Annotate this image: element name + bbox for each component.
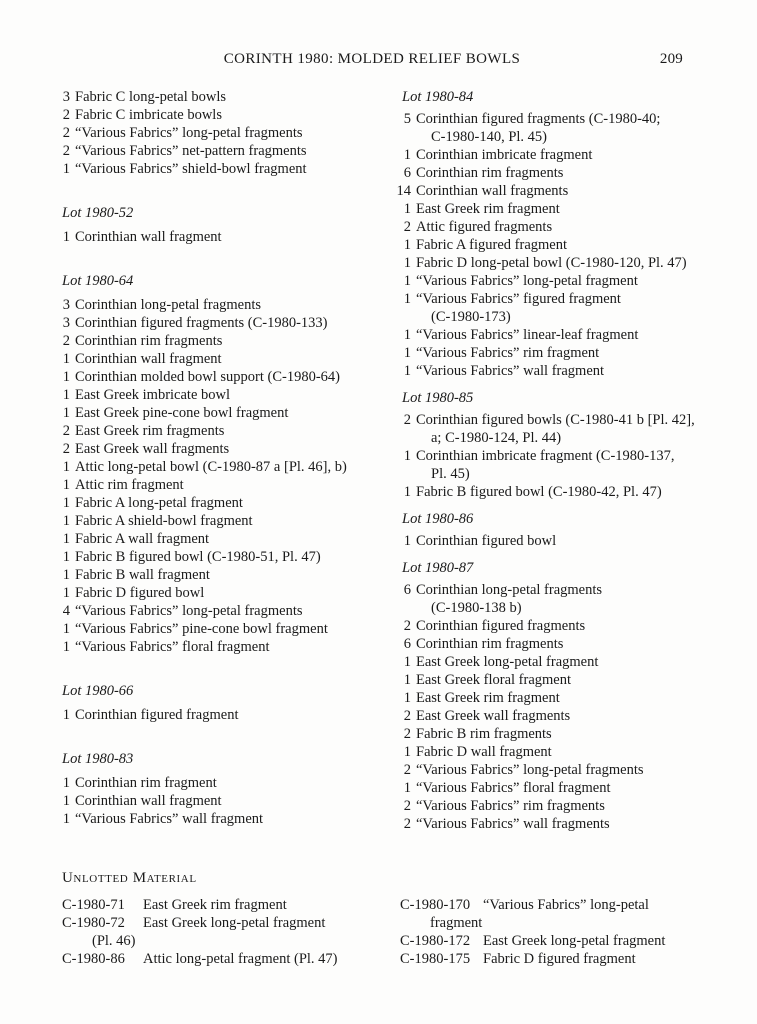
list-item <box>392 272 723 290</box>
item-quantity: 1 <box>62 531 70 547</box>
item-text <box>75 314 327 332</box>
item-line: Fabric A long-petal fragment <box>75 495 243 511</box>
item-quantity: 1 <box>403 291 411 307</box>
catalog-line: East Greek long-petal fragment <box>143 915 326 931</box>
list-item <box>51 386 392 404</box>
item-quantity: 3 <box>62 89 70 105</box>
item-line: Corinthian figured fragments <box>416 618 586 634</box>
item-quantity: 1 <box>62 567 70 583</box>
list-item <box>392 532 723 550</box>
item-quantity: 1 <box>403 255 411 271</box>
item-line: Corinthian figured fragments (C-1980-40; <box>416 111 661 127</box>
item-line: East Greek rim fragments <box>75 423 225 439</box>
list-item <box>51 584 392 602</box>
item-text <box>75 566 210 584</box>
item-line: “Various Fabrics” long-petal fragments <box>75 603 303 619</box>
item-line: Corinthian figured bowls (C-1980-41 b [Pl. 42], <box>416 412 695 428</box>
list-item <box>51 88 392 106</box>
item-line: Corinthian long-petal fragments <box>75 297 262 313</box>
item-line: Corinthian wall fragment <box>75 351 222 367</box>
item-line: “Various Fabrics” rim fragment <box>416 345 600 361</box>
list-item <box>392 815 723 833</box>
lot-heading: Lot 1980-66 <box>62 683 134 699</box>
item-text <box>75 792 222 810</box>
item-quantity: 1 <box>62 775 70 791</box>
item-quantity: 1 <box>62 477 70 493</box>
item-quantity: 1 <box>62 405 70 421</box>
item-line: (C-1980-173) <box>431 309 511 325</box>
list-item <box>51 476 392 494</box>
item-text <box>416 218 552 236</box>
item-text <box>416 761 644 779</box>
catalog-line: East Greek rim fragment <box>143 897 287 913</box>
page-header <box>51 50 723 68</box>
item-quantity: 4 <box>62 603 70 619</box>
item-quantity: 1 <box>403 672 411 688</box>
item-line: “Various Fabrics” wall fragment <box>75 811 264 827</box>
item-text <box>416 815 610 833</box>
item-text <box>416 447 675 483</box>
item-text <box>75 296 261 314</box>
catalog-line: “Various Fabrics” long-petal <box>483 897 649 913</box>
item-quantity: 1 <box>403 533 411 549</box>
left-column <box>51 88 392 828</box>
item-text <box>75 530 209 548</box>
item-line: “Various Fabrics” net-pattern fragments <box>75 143 307 159</box>
catalog-number: C-1980-170 <box>400 897 471 913</box>
item-line: Corinthian wall fragment <box>75 229 222 245</box>
list-item <box>51 160 392 178</box>
list-item <box>392 218 723 236</box>
item-line: East Greek wall fragments <box>416 708 571 724</box>
catalog-entry <box>400 932 723 950</box>
item-text <box>416 617 585 635</box>
item-text <box>416 326 638 344</box>
item-quantity: 3 <box>62 315 70 331</box>
list-item <box>51 530 392 548</box>
item-quantity: 1 <box>62 707 70 723</box>
item-quantity: 2 <box>403 726 411 742</box>
lot-list-columns <box>51 88 723 833</box>
lot-section <box>392 389 723 501</box>
list-item <box>51 620 392 638</box>
item-line: “Various Fabrics” long-petal fragment <box>416 273 638 289</box>
item-quantity: 1 <box>403 690 411 706</box>
item-line: Fabric C imbricate bowls <box>75 107 222 123</box>
item-text <box>75 124 303 142</box>
catalog-line: Attic long-petal fragment (Pl. 47) <box>143 951 338 967</box>
item-line: Corinthian rim fragment <box>75 775 217 791</box>
item-line: East Greek floral fragment <box>416 672 571 688</box>
item-text <box>75 584 204 602</box>
list-item <box>51 548 392 566</box>
item-quantity: 2 <box>403 762 411 778</box>
item-text <box>416 110 660 146</box>
lot-section <box>51 682 392 724</box>
list-item <box>51 638 392 656</box>
lot-section <box>392 88 723 380</box>
list-item <box>51 332 392 350</box>
item-text <box>75 332 222 350</box>
list-item <box>51 810 392 828</box>
item-line: “Various Fabrics” floral fragment <box>75 639 270 655</box>
item-text <box>416 164 563 182</box>
item-text <box>75 638 269 656</box>
item-quantity: 1 <box>403 345 411 361</box>
item-line: Pl. 45) <box>431 466 470 482</box>
list-item <box>392 326 723 344</box>
list-item <box>51 792 392 810</box>
catalog-entry <box>62 914 392 950</box>
list-item <box>51 106 392 124</box>
item-line: Attic long-petal bowl (C-1980-87 a [Pl. 46], b) <box>75 459 347 475</box>
item-line: “Various Fabrics” long-petal fragments <box>416 762 644 778</box>
item-quantity: 2 <box>62 107 70 123</box>
list-item <box>51 458 392 476</box>
list-item <box>392 653 723 671</box>
catalog-line: fragment <box>430 915 483 931</box>
item-line: Fabric D long-petal bowl (C-1980-120, Pl. 47) <box>416 255 687 271</box>
list-item <box>392 707 723 725</box>
item-text <box>75 706 238 724</box>
list-item <box>392 254 723 272</box>
item-line: Attic figured fragments <box>416 219 553 235</box>
right-column <box>392 88 723 833</box>
item-text <box>75 160 307 178</box>
item-line: Fabric B wall fragment <box>75 567 210 583</box>
list-item <box>51 566 392 584</box>
unlotted-left-column <box>51 896 392 968</box>
item-line: a; C-1980-124, Pl. 44) <box>431 430 562 446</box>
item-line: Corinthian rim fragments <box>75 333 223 349</box>
catalog-description <box>483 932 665 950</box>
item-text <box>75 512 253 530</box>
item-line: “Various Fabrics” long-petal fragments <box>75 125 303 141</box>
item-quantity: 1 <box>403 744 411 760</box>
list-item <box>51 228 392 246</box>
item-line: “Various Fabrics” shield-bowl fragment <box>75 161 307 177</box>
lot-heading: Lot 1980-83 <box>62 751 134 767</box>
item-line: Fabric A shield-bowl fragment <box>75 513 253 529</box>
item-quantity: 1 <box>62 161 70 177</box>
item-text <box>75 350 222 368</box>
list-item <box>392 671 723 689</box>
list-item <box>392 110 723 146</box>
item-quantity: 3 <box>62 297 70 313</box>
item-text <box>416 483 662 501</box>
item-quantity: 2 <box>403 219 411 235</box>
list-item <box>392 761 723 779</box>
catalog-description <box>143 896 287 914</box>
item-text <box>75 440 229 458</box>
lot-heading: Lot 1980-85 <box>402 390 474 406</box>
list-item <box>51 422 392 440</box>
item-quantity: 1 <box>62 369 70 385</box>
item-line: East Greek wall fragments <box>75 441 230 457</box>
item-quantity: 2 <box>62 333 70 349</box>
item-quantity: 2 <box>403 708 411 724</box>
list-item <box>51 296 392 314</box>
item-text <box>416 779 610 797</box>
item-line: “Various Fabrics” figured fragment <box>416 291 621 307</box>
item-quantity: 1 <box>62 495 70 511</box>
item-quantity: 1 <box>62 639 70 655</box>
item-text <box>416 146 592 164</box>
item-line: East Greek rim fragment <box>416 690 560 706</box>
item-line: East Greek pine-cone bowl fragment <box>75 405 289 421</box>
list-item <box>392 779 723 797</box>
item-text <box>75 620 328 638</box>
catalog-description <box>143 950 338 968</box>
item-text <box>75 142 307 160</box>
list-item <box>392 689 723 707</box>
lot-heading: Lot 1980-84 <box>402 89 474 105</box>
item-line: Fabric A figured fragment <box>416 237 567 253</box>
list-item <box>51 124 392 142</box>
list-item <box>51 142 392 160</box>
list-item <box>392 411 723 447</box>
item-quantity: 1 <box>403 201 411 217</box>
item-quantity: 1 <box>62 229 70 245</box>
item-line: “Various Fabrics” pine-cone bowl fragment <box>75 621 328 637</box>
list-item <box>392 447 723 483</box>
catalog-entry <box>400 950 723 968</box>
item-text <box>75 494 243 512</box>
lot-section <box>51 750 392 828</box>
catalog-line: East Greek long-petal fragment <box>483 933 666 949</box>
item-quantity: 2 <box>62 125 70 141</box>
item-quantity: 6 <box>403 165 411 181</box>
list-item <box>392 146 723 164</box>
item-line: Corinthian figured fragments (C-1980-133) <box>75 315 328 331</box>
item-quantity: 6 <box>403 636 411 652</box>
item-quantity: 1 <box>62 549 70 565</box>
item-line: Fabric A wall fragment <box>75 531 210 547</box>
item-quantity: 1 <box>62 459 70 475</box>
item-text <box>75 548 321 566</box>
catalog-number: C-1980-72 <box>62 915 125 931</box>
catalog-line: Fabric D figured fragment <box>483 951 636 967</box>
item-line: Corinthian molded bowl support (C-1980-64) <box>75 369 341 385</box>
page-number: 209 <box>659 51 683 67</box>
item-text <box>416 344 599 362</box>
lot-section <box>392 559 723 833</box>
item-text <box>75 810 263 828</box>
item-text <box>75 774 217 792</box>
item-line: Corinthian figured fragment <box>75 707 239 723</box>
item-quantity: 1 <box>62 585 70 601</box>
item-line: Corinthian imbricate fragment <box>416 147 593 163</box>
list-item <box>392 797 723 815</box>
item-quantity: 1 <box>403 484 411 500</box>
item-text <box>416 707 570 725</box>
item-quantity: 1 <box>62 513 70 529</box>
item-text <box>416 671 571 689</box>
list-item <box>51 440 392 458</box>
item-text <box>75 476 184 494</box>
item-quantity: 2 <box>403 816 411 832</box>
item-text <box>416 182 568 200</box>
list-item <box>392 290 723 326</box>
catalog-line: (Pl. 46) <box>92 933 136 949</box>
item-quantity: 2 <box>62 441 70 457</box>
list-item <box>392 581 723 617</box>
lot-section <box>51 88 392 178</box>
list-item <box>51 494 392 512</box>
catalog-entry <box>400 896 723 932</box>
list-item <box>392 743 723 761</box>
item-quantity: 5 <box>403 111 411 127</box>
catalog-description <box>483 950 636 968</box>
item-text <box>416 725 552 743</box>
lot-heading: Lot 1980-64 <box>62 273 134 289</box>
catalog-number: C-1980-71 <box>62 897 125 913</box>
lot-section <box>392 510 723 550</box>
item-quantity: 1 <box>62 387 70 403</box>
list-item <box>51 314 392 332</box>
item-text <box>75 386 230 404</box>
unlotted-material-section <box>51 869 723 968</box>
item-quantity: 2 <box>403 618 411 634</box>
list-item <box>51 368 392 386</box>
item-text <box>416 272 638 290</box>
item-text <box>416 532 556 550</box>
item-quantity: 1 <box>403 273 411 289</box>
item-line: Fabric B figured bowl (C-1980-51, Pl. 47) <box>75 549 321 565</box>
item-line: East Greek rim fragment <box>416 201 560 217</box>
item-text <box>75 422 224 440</box>
item-line: East Greek long-petal fragment <box>416 654 599 670</box>
item-line: East Greek imbricate bowl <box>75 387 231 403</box>
item-quantity: 1 <box>62 811 70 827</box>
item-text <box>416 581 602 617</box>
item-line: Fabric B rim fragments <box>416 726 552 742</box>
item-line: Corinthian long-petal fragments <box>416 582 603 598</box>
item-quantity: 2 <box>403 798 411 814</box>
item-line: Corinthian wall fragments <box>416 183 569 199</box>
item-text <box>75 368 340 386</box>
item-text <box>75 228 222 246</box>
lot-heading: Lot 1980-52 <box>62 205 134 221</box>
item-quantity: 1 <box>403 780 411 796</box>
list-item <box>392 617 723 635</box>
item-quantity: 1 <box>403 237 411 253</box>
list-item <box>392 483 723 501</box>
list-item <box>392 362 723 380</box>
item-quantity: 2 <box>403 412 411 428</box>
item-line: Attic rim fragment <box>75 477 184 493</box>
item-quantity: 1 <box>62 793 70 809</box>
list-item <box>392 236 723 254</box>
item-text <box>75 404 288 422</box>
item-quantity: 1 <box>403 654 411 670</box>
item-line: C-1980-140, Pl. 45) <box>431 129 547 145</box>
item-quantity: 1 <box>62 351 70 367</box>
item-line: Corinthian wall fragment <box>75 793 222 809</box>
page-title: CORINTH 1980: MOLDED RELIEF BOWLS <box>223 51 521 67</box>
item-line: Corinthian rim fragments <box>416 636 564 652</box>
list-item <box>392 200 723 218</box>
item-line: Corinthian rim fragments <box>416 165 564 181</box>
item-text <box>416 254 687 272</box>
item-quantity: 2 <box>62 143 70 159</box>
list-item <box>392 725 723 743</box>
item-line: Fabric B figured bowl (C-1980-42, Pl. 47) <box>416 484 662 500</box>
item-text <box>75 458 347 476</box>
item-text <box>75 602 303 620</box>
item-quantity: 14 <box>396 183 411 199</box>
list-item <box>51 602 392 620</box>
item-line: “Various Fabrics” rim fragments <box>416 798 605 814</box>
list-item <box>392 635 723 653</box>
item-text <box>416 200 560 218</box>
catalog-entry <box>62 950 392 968</box>
list-item <box>51 706 392 724</box>
catalog-number: C-1980-175 <box>400 951 471 967</box>
item-text <box>416 362 604 380</box>
lot-heading: Lot 1980-86 <box>402 511 474 527</box>
item-quantity: 1 <box>403 147 411 163</box>
list-item <box>51 350 392 368</box>
item-line: “Various Fabrics” wall fragment <box>416 363 605 379</box>
list-item <box>51 774 392 792</box>
list-item <box>392 164 723 182</box>
item-quantity: 1 <box>403 448 411 464</box>
unlotted-columns <box>51 896 723 968</box>
lot-heading: Lot 1980-87 <box>402 560 474 576</box>
item-line: Fabric C long-petal bowls <box>75 89 227 105</box>
catalog-entry <box>62 896 392 914</box>
lot-section <box>51 204 392 246</box>
item-text <box>416 653 598 671</box>
list-item <box>392 182 723 200</box>
item-quantity: 1 <box>403 327 411 343</box>
item-line: (C-1980-138 b) <box>431 600 522 616</box>
item-quantity: 6 <box>403 582 411 598</box>
item-line: Fabric D wall fragment <box>416 744 552 760</box>
item-line: “Various Fabrics” linear-leaf fragment <box>416 327 639 343</box>
list-item <box>51 404 392 422</box>
unlotted-right-column <box>392 896 723 968</box>
item-text <box>416 236 567 254</box>
list-item <box>51 512 392 530</box>
item-quantity: 2 <box>62 423 70 439</box>
item-line: Fabric D figured bowl <box>75 585 205 601</box>
item-text <box>416 797 605 815</box>
item-line: Corinthian figured bowl <box>416 533 557 549</box>
item-text <box>416 743 552 761</box>
item-line: Corinthian imbricate fragment (C-1980-137, <box>416 448 675 464</box>
item-line: “Various Fabrics” wall fragments <box>416 816 610 832</box>
list-item <box>392 344 723 362</box>
item-line: “Various Fabrics” floral fragment <box>416 780 611 796</box>
item-quantity: 1 <box>403 363 411 379</box>
catalog-number: C-1980-86 <box>62 951 125 967</box>
item-text <box>416 290 621 326</box>
item-quantity: 1 <box>62 621 70 637</box>
item-text <box>75 106 222 124</box>
item-text <box>416 635 563 653</box>
item-text <box>75 88 226 106</box>
item-text <box>416 411 695 447</box>
item-text <box>416 689 560 707</box>
lot-section <box>51 272 392 656</box>
catalog-number: C-1980-172 <box>400 933 471 949</box>
unlotted-heading: Unlotted Material <box>62 870 197 886</box>
